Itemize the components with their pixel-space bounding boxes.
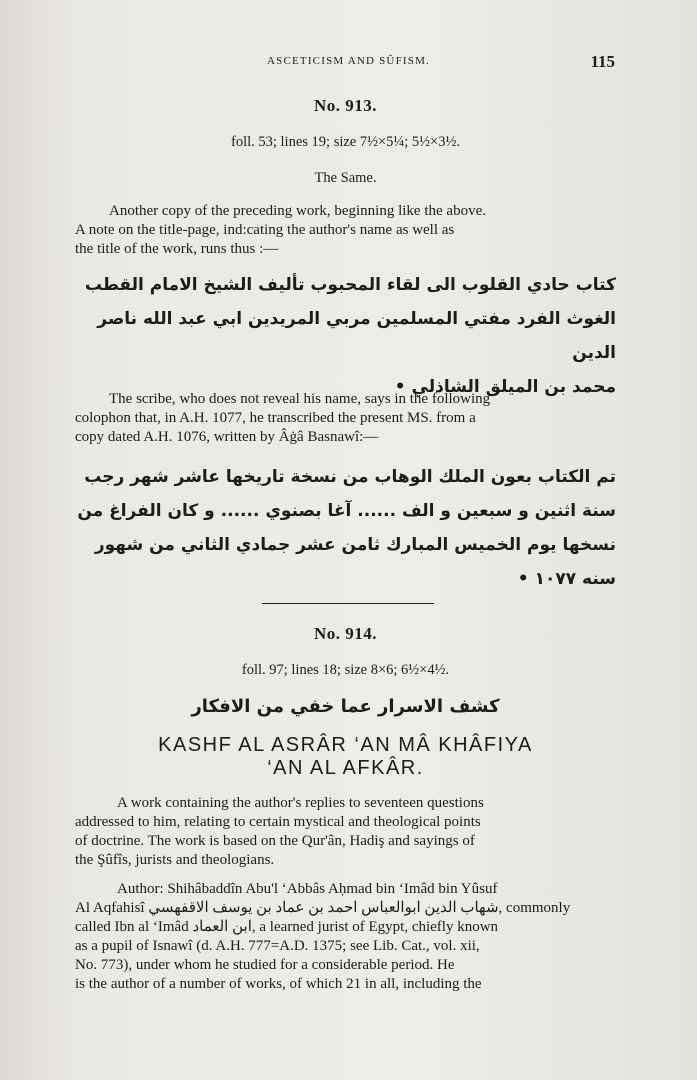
- text-line: is the author of a number of works, of which 21 in all, including the: [75, 976, 482, 992]
- entry-913-arabic-colophon: [75, 460, 616, 596]
- entry-914-title: [75, 734, 616, 780]
- running-head-title: ASCETICISM AND SÛFISM.: [266, 55, 430, 67]
- entry-913-subtitle: The Same.: [314, 170, 377, 186]
- text-line: A work containing the author's replies to seventeen questions: [117, 795, 484, 811]
- entry-914-author-paragraph: [75, 880, 616, 994]
- entry-913-number: No. 913.: [313, 96, 378, 115]
- entry-913-paragraph-2: [75, 390, 616, 447]
- text-line: addressed to him, relating to certain mystical and theological points: [75, 814, 481, 830]
- arabic-line: سنة اثنين و سبعين و الف ...... آغا بصنوي ...... و كان الفراغ من: [77, 501, 616, 521]
- entry-913-meta: foll. 53; lines 19; size 7½×5¼; 5½×3½.: [230, 134, 460, 150]
- entry-914-number: No. 914.: [313, 624, 378, 643]
- running-head: [0, 52, 697, 72]
- arabic-line: نسخها يوم الخميس المبارك ثامن عشر جمادي الثاني من شهور: [94, 535, 616, 555]
- title-line: KASHF AL ASRÂR ‘AN MÂ KHÂFIYA: [158, 734, 533, 756]
- section-divider: [262, 603, 434, 604]
- arabic-line: الغوث الفرد مفتي المسلمين مربي المريدين ابي عبد الله ناصر الدين: [97, 309, 616, 363]
- text-line: as a pupil of Isnawî (d. A.H. 777=A.D. 1375; see Lib. Cat., vol. xii,: [75, 938, 480, 954]
- page-number: 115: [590, 52, 615, 71]
- entry-914-paragraph-1: [75, 794, 616, 870]
- text-line: A note on the title-page, ind:cating the author's name as well as: [75, 222, 455, 238]
- text-line: the Şûfîs, jurists and theologians.: [75, 852, 275, 868]
- text-line: colophon that, in A.H. 1077, he transcribed the present MS. from a: [75, 410, 476, 426]
- text-line: of doctrine. The work is based on the Qur'ân, Hadiş and sayings of: [75, 833, 475, 849]
- arabic-line: تم الكتاب بعون الملك الوهاب من نسخة تاريخها عاشر شهر رجب: [84, 467, 616, 487]
- arabic-line: كتاب حادي القلوب الى لقاء المحبوب تأليف الشيخ الامام القطب: [84, 275, 616, 295]
- arabic-line: سنه ١٠٧٧ •: [517, 569, 616, 589]
- entry-913-paragraph-1: [75, 202, 616, 259]
- text-line: Another copy of the preceding work, beginning like the above.: [109, 203, 486, 219]
- text-line: No. 773), under whom he studied for a considerable period. He: [75, 957, 455, 973]
- text-line: copy dated A.H. 1076, written by Âġâ Basnawî:—: [75, 429, 379, 445]
- entry-914-arabic-title: كشف الاسرار عما خفي من الافكار: [191, 696, 500, 717]
- title-line: ‘AN AL AFKÂR.: [267, 757, 424, 779]
- arabic-line: محمد بن الميلق الشاذلي •: [394, 377, 616, 397]
- text-line: the title of the work, runs thus :—: [75, 241, 279, 257]
- entry-914-meta: foll. 97; lines 18; size 8×6; 6½×4½.: [241, 662, 450, 678]
- text-line: Al Aqfahisî شهاب الدين ابوالعباس احمد بن عماد بن يوسف الاقفهسي, commonly: [75, 900, 571, 916]
- text-line: Author: Shihâbaddîn Abu'l ‘Abbâs Aḥmad bin ‘Imâd bin Yûsuf: [117, 881, 498, 897]
- text-line: The scribe, who does not reveal his name, says in the following: [109, 391, 491, 407]
- entry-913-arabic-title-note: [75, 268, 616, 404]
- text-line: called Ibn al ‘Imâd ابن العماد, a learned jurist of Egypt, chiefly known: [75, 919, 499, 935]
